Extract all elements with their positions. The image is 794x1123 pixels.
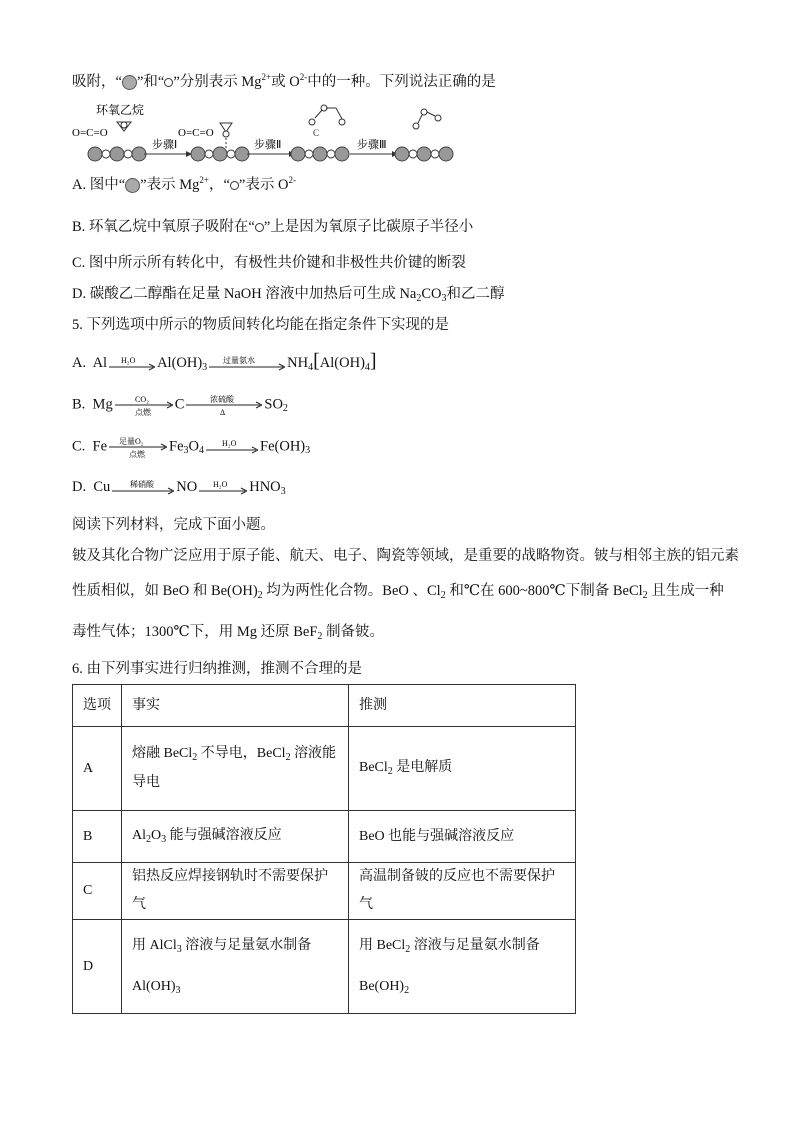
- row-inference: 高温制备铍的反应也不需要保护气: [349, 863, 576, 920]
- option-text: 环氧乙烷中氧原子吸附在“: [88, 219, 255, 235]
- subscript: 4: [308, 362, 314, 373]
- subscript: 3: [305, 445, 311, 457]
- subscript: 2: [192, 752, 198, 763]
- subscript: 2: [387, 766, 393, 777]
- reagent-label: CO₂: [134, 395, 149, 404]
- q4-option-d: [72, 285, 505, 305]
- option-letter: B.: [72, 219, 86, 235]
- species: Mg: [92, 396, 113, 413]
- row-option: D: [73, 920, 122, 1014]
- option-text: 图中“: [89, 177, 126, 193]
- reaction-arrow: [109, 436, 167, 458]
- q5-stem: 5. 下列选项中所示的物质间转化均能在指定条件下实现的是: [72, 317, 449, 333]
- option-text: CO: [421, 286, 442, 302]
- reaction-mechanism-diagram: [66, 100, 466, 166]
- row-fact: [122, 920, 349, 1014]
- co2-label-2: O=C=O: [178, 127, 214, 139]
- subscript: 3: [280, 486, 286, 497]
- option-letter: C.: [72, 438, 86, 455]
- para-text: 性质相似，如 BeO 和 Be(OH): [72, 583, 258, 599]
- table-header-row: [73, 685, 576, 727]
- material-paragraph-line-2: [72, 582, 724, 602]
- header-option: 选项: [73, 685, 122, 727]
- step2-label: 步骤Ⅱ: [254, 139, 282, 151]
- reaction-arrow: [112, 479, 174, 497]
- option-text: ”表示 O: [238, 177, 289, 193]
- row-fact: [122, 811, 349, 863]
- option-letter: D.: [72, 479, 87, 495]
- species: NH: [287, 355, 309, 371]
- table-row: [73, 920, 576, 1014]
- q4-option-b: [72, 218, 473, 236]
- subscript: 3: [441, 293, 447, 304]
- cell-text: 导电: [132, 775, 160, 790]
- label-epoxy: 环氧乙烷: [96, 103, 145, 117]
- cell-text: O: [151, 828, 162, 843]
- option-text: 碳酸乙二醇酯在足量 NaOH 溶液中加热后可生成 Na: [89, 286, 417, 302]
- subscript: 2: [642, 590, 648, 601]
- subscript: 2: [317, 631, 323, 642]
- row-option: C: [73, 863, 122, 920]
- subscript: 2: [285, 752, 291, 763]
- subscript: 3: [175, 984, 181, 996]
- small-sphere-icon: [255, 223, 264, 232]
- subscript: 2: [405, 943, 411, 955]
- cell-text: BeCl: [359, 760, 388, 775]
- species: SO: [264, 396, 283, 413]
- row-option: A: [73, 727, 122, 811]
- subscript: 2: [404, 984, 410, 996]
- step3-label: 步骤Ⅲ: [357, 139, 387, 151]
- intro-sup-1: 2+: [261, 72, 272, 82]
- condition-label: 点燃: [129, 450, 146, 458]
- material-paragraph-line-1: 铍及其化合物广泛应用于原子能、航天、电子、陶瓷等领域，是重要的战略物资。铍与相邻主族的铝元素: [72, 548, 739, 564]
- condition-label: 点燃: [134, 408, 151, 416]
- reagent-label: 稀硝酸: [130, 479, 155, 489]
- cell-text: 溶液与足量氨水制备: [181, 937, 312, 953]
- header-inference: 推测: [349, 685, 576, 727]
- cell-text: Al(OH): [132, 978, 176, 994]
- para-text: 毒性气体；1300℃下，用 Mg 还原 BeF: [72, 624, 318, 640]
- step1-label: 步骤Ⅰ: [152, 139, 178, 151]
- subscript: 3: [202, 362, 208, 373]
- subscript: 4: [199, 445, 205, 457]
- intro-sup-2: 2-: [299, 72, 308, 82]
- cell-text: Be(OH): [359, 978, 405, 994]
- material-paragraph-line-3: [72, 623, 384, 643]
- reaction-arrow: [186, 394, 262, 416]
- large-sphere-icon: [125, 178, 140, 193]
- q5-option-c: [72, 436, 310, 458]
- para-text: 和℃在 600~800℃下制备 BeCl: [445, 583, 643, 599]
- surface-row-3: [291, 147, 349, 161]
- surface-row-2: [191, 147, 249, 161]
- subscript: 2: [257, 590, 263, 601]
- intermediate-molecule: [309, 105, 345, 138]
- table-row: [73, 811, 576, 863]
- species: NO: [176, 479, 198, 495]
- species: Al(OH): [157, 355, 203, 371]
- q6-stem: 6. 由下列事实进行归纳推测，推测不合理的是: [72, 661, 362, 677]
- para-text: 均为两性化合物。BeO 、Cl: [262, 583, 441, 599]
- option-text: ”表示 Mg: [140, 177, 200, 193]
- q5-option-a: A. Al H₂O $Al(OH)_3$ 过量氨水 $NH_4[Al(OH)_4]$: [72, 350, 377, 373]
- species: Al: [92, 355, 108, 371]
- cell-text: Al: [132, 828, 146, 843]
- cell-text: 溶液与足量氨水制备: [410, 937, 540, 953]
- cell-text: 熔融 BeCl: [132, 746, 193, 761]
- condition-label: Δ: [220, 408, 226, 416]
- subscript: 2: [416, 293, 422, 304]
- option-letter: C.: [72, 255, 86, 271]
- reagent-label: H₂O: [222, 439, 237, 448]
- q6-table: [72, 684, 576, 1014]
- small-sphere-icon: [230, 181, 239, 190]
- superscript: 2+: [199, 175, 209, 185]
- svg-text:C: C: [313, 128, 320, 138]
- option-text: ，“: [208, 177, 230, 193]
- species: O: [188, 438, 200, 455]
- reaction-arrow: [115, 394, 173, 416]
- species: C: [174, 396, 185, 413]
- cell-text: 不导电，BeCl: [197, 746, 286, 761]
- q5-option-d: [72, 478, 286, 498]
- cell-text: 溶液能: [290, 746, 337, 761]
- option-text: 和乙二醇: [446, 286, 505, 302]
- species: Cu: [93, 479, 111, 495]
- option-letter: B.: [72, 396, 86, 413]
- q4-option-a: [72, 176, 296, 195]
- intro-text-5: 中的一种。下列说法正确的是: [307, 74, 496, 90]
- intro-line: [72, 73, 496, 92]
- superscript: 2-: [288, 175, 296, 185]
- row-fact: 铝热反应焊接钢轨时不需要保护气: [122, 863, 349, 920]
- reading-instruction: 阅读下列材料，完成下面小题。: [72, 517, 275, 533]
- reagent-label: 足量O₂: [119, 437, 144, 446]
- co2-label-1: O=C=O: [72, 127, 108, 139]
- row-inference: [349, 727, 576, 811]
- species: Fe: [169, 438, 184, 455]
- surface-row-1: [88, 147, 146, 161]
- reaction-arrow: [199, 479, 247, 497]
- reagent-label: 过量氨水: [223, 355, 256, 365]
- option-text: 图中所示所有转化中，有极性共价键和非极性共价键的断裂: [88, 255, 466, 271]
- q5-option-b: [72, 394, 288, 416]
- species: Fe: [92, 438, 108, 455]
- option-letter: A.: [72, 355, 87, 371]
- reaction-arrow: [109, 355, 155, 373]
- subscript: 3: [176, 943, 182, 955]
- row-option: B: [73, 811, 122, 863]
- option-letter: A.: [72, 177, 87, 193]
- header-fact: 事实: [122, 685, 349, 727]
- cell-text: 用 BeCl: [359, 937, 406, 953]
- table-row: [73, 727, 576, 811]
- reaction-arrow: [209, 355, 285, 373]
- subscript: 3: [183, 445, 189, 457]
- subscript: 2: [146, 834, 151, 845]
- reagent-label: H₂O: [121, 355, 136, 365]
- epoxide-o-icon-1: [121, 122, 127, 128]
- para-text: 且生成一种: [647, 583, 724, 599]
- epoxide-o-icon-2: [223, 131, 229, 137]
- surface-row-4: [395, 147, 453, 161]
- q4-option-c: [72, 254, 466, 272]
- product-molecule: [413, 109, 441, 129]
- option-letter: D.: [72, 286, 87, 302]
- cell-text: 是电解质: [392, 760, 453, 775]
- intro-text-4: 或 O: [271, 74, 300, 90]
- option-text: ”上是因为氧原子比碳原子半径小: [263, 219, 474, 235]
- intro-text-1: 吸附，“: [72, 74, 122, 90]
- subscript: 3: [161, 834, 167, 845]
- row-inference: [349, 920, 576, 1014]
- reagent-label: 浓硫酸: [210, 395, 235, 404]
- row-fact: [122, 727, 349, 811]
- reagent-label: H₂O: [213, 479, 228, 489]
- cell-text: 能与强碱溶液反应: [166, 828, 282, 843]
- subscript: 2: [282, 403, 288, 415]
- species: Fe(OH): [260, 438, 306, 455]
- intro-text-3: ”分别表示 Mg: [173, 74, 262, 90]
- subscript: 2: [440, 590, 446, 601]
- small-sphere-icon: [164, 78, 173, 87]
- subscript: 4: [364, 362, 370, 373]
- row-inference: BeO 也能与强碱溶液反应: [349, 811, 576, 863]
- species: Al(OH): [319, 355, 365, 371]
- para-text: 制备铍。: [322, 624, 385, 640]
- table-row: [73, 863, 576, 920]
- species: HNO: [249, 479, 281, 495]
- cell-text: 用 AlCl: [132, 937, 177, 953]
- intro-text-2: ”和“: [136, 74, 165, 90]
- reaction-arrow: [206, 438, 258, 456]
- large-sphere-icon: [122, 75, 137, 90]
